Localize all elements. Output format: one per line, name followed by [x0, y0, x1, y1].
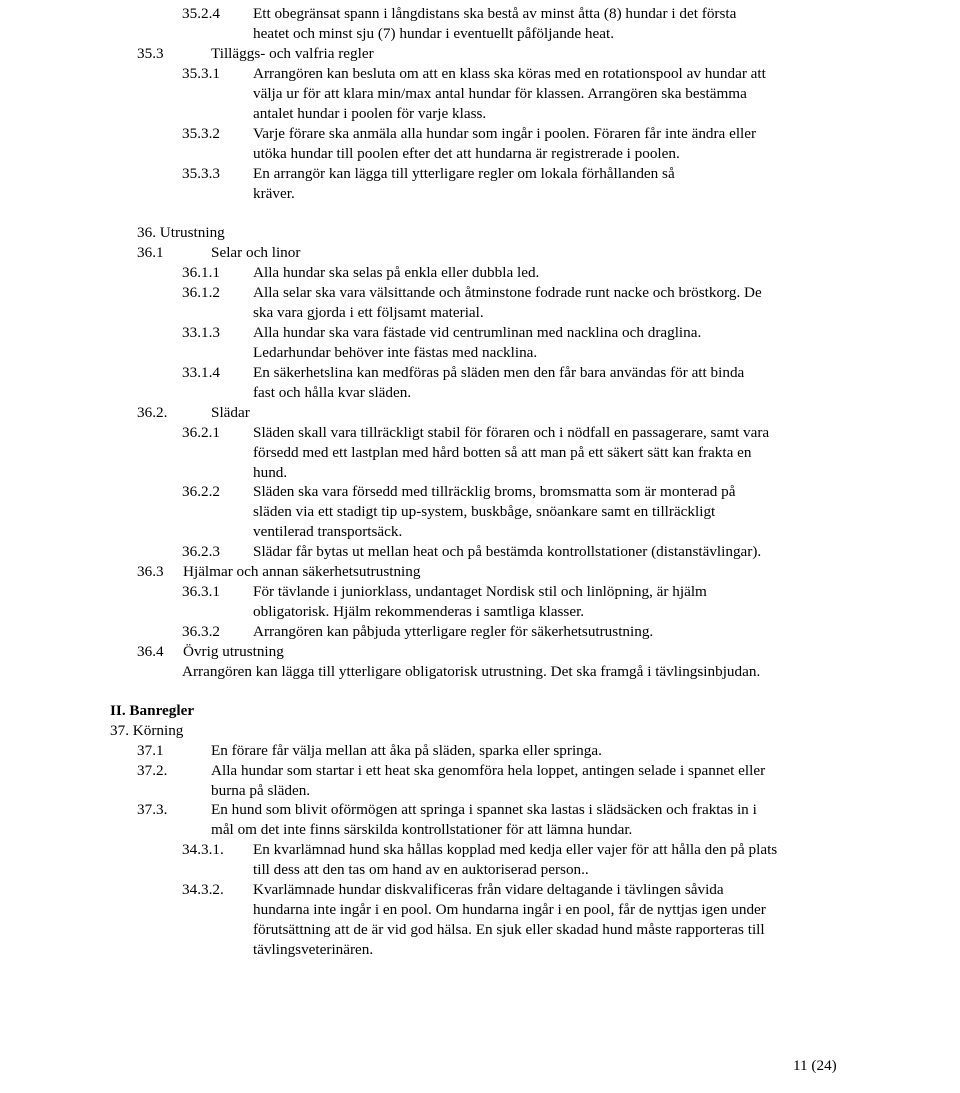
rule-number: 36.3.1 — [182, 583, 220, 600]
rule-line: Alla hundar ska vara fästade vid centrumlinan med nacklina och draglina. — [253, 324, 702, 341]
rule-number: 36.1.1 — [182, 264, 220, 281]
rule-line: En kvarlämnad hund ska hållas kopplad med kedja eller vajer för att hålla den på plats — [253, 841, 778, 858]
rule-line: En säkerhetslina kan medföras på släden men den får bara användas för att binda — [253, 364, 745, 381]
rule-line: Alla selar ska vara välsittande och åtminstone fodrade runt nacke och bröstkorg. De — [253, 284, 762, 301]
rule-line: Alla hundar ska selas på enkla eller dubbla led. — [253, 264, 540, 281]
section-title: Hjälmar och annan säkerhetsutrustning — [183, 563, 421, 580]
rule-line: kräver. — [253, 185, 295, 202]
rule-line: Varje förare ska anmäla alla hundar som ingår i poolen. Föraren får inte ändra eller — [253, 125, 757, 142]
section-title: Tilläggs- och valfria regler — [211, 45, 374, 62]
rule-line: mål om det inte finns särskilda kontrollstationer för att lämna hundar. — [211, 821, 633, 838]
section-number: 35.3 — [137, 45, 164, 62]
rule-number: 36.3.2 — [182, 623, 220, 640]
section-title: Selar och linor — [211, 244, 301, 261]
rule-number: 36.2.3 — [182, 543, 220, 560]
rule-line: En hund som blivit oförmögen att springa i spannet ska lastas i slädsäcken och fraktas in i — [211, 801, 757, 818]
rule-number: 34.3.1. — [182, 841, 224, 858]
rule-line: Släden skall vara tillräckligt stabil för föraren och i nödfall en passagerare, samt vara — [253, 424, 770, 441]
rule-line: ska vara gjorda i ett följsamt material. — [253, 304, 484, 321]
section-36-4-body: Arrangören kan lägga till ytterligare obligatorisk utrustning. Det ska framgå i tävlingsinbjudan. — [182, 663, 761, 680]
rule-number: 35.3.3 — [182, 165, 220, 182]
rule-line: till dess att den tas om hand av en auktoriserad person.. — [253, 861, 589, 878]
rule-line: Ett obegränsat spann i långdistans ska bestå av minst åtta (8) hundar i det första — [253, 5, 737, 22]
rule-number: 33.1.4 — [182, 364, 220, 381]
rule-line: ventilerad transportsäck. — [253, 523, 403, 540]
rule-line: Släden ska vara försedd med tillräcklig broms, bromsmatta som är monterad på — [253, 483, 736, 500]
section-number: 36.4 — [137, 643, 164, 660]
rule-number: 36.2.2 — [182, 483, 220, 500]
rule-line: Arrangören kan besluta om att en klass ska köras med en rotationspool av hundar att — [253, 65, 766, 82]
rule-number: 35.3.2 — [182, 125, 220, 142]
rule-line: Arrangören kan påbjuda ytterligare regler för säkerhetsutrustning. — [253, 623, 654, 640]
rule-number: 33.1.3 — [182, 324, 220, 341]
rule-line: släden via ett stadigt tip up-system, buskbåge, snöankare samt en tillräckligt — [253, 503, 716, 520]
page-number: 11 (24) — [793, 1057, 837, 1074]
rule-line: heatet och minst sju (7) hundar i eventuellt påföljande heat. — [253, 25, 615, 42]
rule-number: 37.3. — [137, 801, 168, 818]
rule-line: tävlingsveterinären. — [253, 941, 374, 958]
rule-line: hundarna inte ingår i en pool. Om hundarna ingår i en pool, får de nyttjas igen under — [253, 901, 766, 918]
section-title: Övrig utrustning — [183, 643, 284, 660]
rule-line: Ledarhundar behöver inte fästas med nacklina. — [253, 344, 538, 361]
rule-number: 34.3.2. — [182, 881, 224, 898]
rule-line: Slädar får bytas ut mellan heat och på bestämda kontrollstationer (distanstävlingar). — [253, 543, 762, 560]
rule-number: 37.2. — [137, 762, 168, 779]
rule-line: försedd med ett lastplan med hård botten så att man på ett säkert sätt kan frakta en — [253, 444, 752, 461]
section-title: Slädar — [211, 404, 250, 421]
rule-line: fast och hålla kvar släden. — [253, 384, 412, 401]
rule-number: 37.1 — [137, 742, 164, 759]
rule-line: obligatorisk. Hjälm rekommenderas i samtliga klasser. — [253, 603, 585, 620]
rule-number: 35.2.4 — [182, 5, 220, 22]
rule-line: Alla hundar som startar i ett heat ska genomföra hela loppet, antingen selade i spannet eller — [211, 762, 766, 779]
rule-number: 36.2.1 — [182, 424, 220, 441]
rule-line: För tävlande i juniorklass, undantaget Nordisk stil och linlöpning, är hjälm — [253, 583, 707, 600]
rule-line: antalet hundar i poolen för varje klass. — [253, 105, 487, 122]
rule-number: 36.1.2 — [182, 284, 220, 301]
section-number: 36.3 — [137, 563, 164, 580]
rule-line: utöka hundar till poolen efter det att hundarna är registrerade i poolen. — [253, 145, 680, 162]
chapter-heading-36: 36. Utrustning — [137, 224, 225, 241]
rule-line: välja ur för att klara min/max antal hundar för klassen. Arrangören ska bestämma — [253, 85, 747, 102]
rule-number: 35.3.1 — [182, 65, 220, 82]
rule-line: Kvarlämnade hundar diskvalificeras från vidare deltagande i tävlingen såvida — [253, 881, 724, 898]
section-number: 36.2. — [137, 404, 168, 421]
rule-line: hund. — [253, 464, 288, 481]
rule-line: burna på släden. — [211, 782, 311, 799]
rule-line: förutsättning att de är vid god hälsa. En sjuk eller skadad hund måste rapporteras till — [253, 921, 765, 938]
part-heading: II. Banregler — [110, 702, 195, 719]
chapter-heading-37: 37. Körning — [110, 722, 184, 739]
rule-line: En arrangör kan lägga till ytterligare regler om lokala förhållanden så — [253, 165, 675, 182]
rule-line: En förare får välja mellan att åka på släden, sparka eller springa. — [211, 742, 602, 759]
section-number: 36.1 — [137, 244, 164, 261]
